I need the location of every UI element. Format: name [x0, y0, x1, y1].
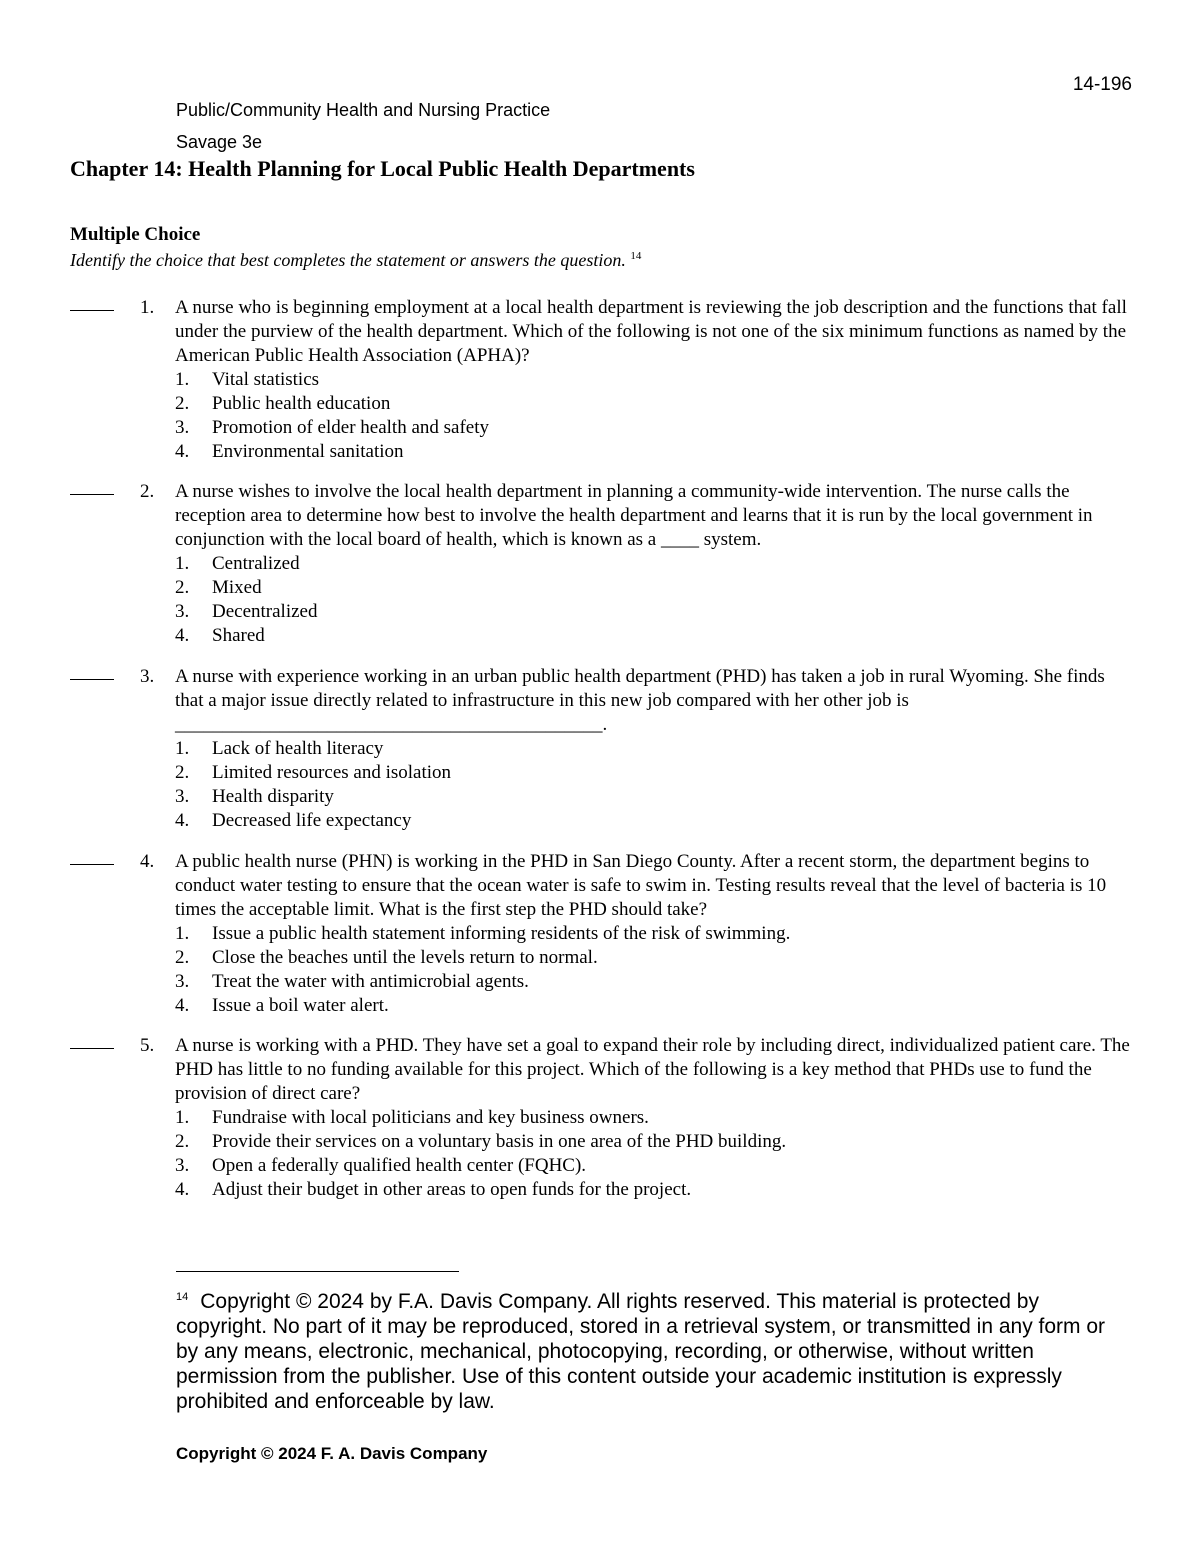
- option: [175, 737, 1132, 761]
- footnote-number: 14: [176, 1291, 189, 1303]
- option-text: Adjust their budget in other areas to open funds for the project.: [212, 1179, 692, 1200]
- option: [175, 368, 1132, 392]
- page-number: 14-196: [1072, 74, 1132, 95]
- question-number: 1.: [140, 297, 155, 318]
- option-list: [175, 1106, 1132, 1202]
- option-text: Limited resources and isolation: [212, 762, 452, 783]
- footnote: [176, 1285, 1131, 1414]
- answer-blank[interactable]: [70, 864, 114, 865]
- option-text: Public health education: [212, 393, 391, 414]
- question-number: 4.: [140, 851, 155, 872]
- course-title: Public/Community Health and Nursing Practice: [176, 100, 551, 120]
- answer-blank[interactable]: [70, 1048, 114, 1049]
- option-number: 4.: [175, 995, 190, 1016]
- option-text: Promotion of elder health and safety: [212, 417, 490, 438]
- option-text: Lack of health literacy: [212, 738, 384, 759]
- section-instructions: [70, 250, 641, 271]
- option: [175, 785, 1132, 809]
- option-number: 1.: [175, 553, 190, 574]
- question-1: [70, 296, 1132, 464]
- option-list: [175, 552, 1132, 648]
- option-number: 3.: [175, 786, 190, 807]
- edition-label: Savage 3e: [176, 132, 263, 152]
- option-number: 2.: [175, 762, 190, 783]
- option-text: Shared: [212, 625, 265, 646]
- option-number: 3.: [175, 1155, 190, 1176]
- option-text: Environmental sanitation: [212, 441, 404, 462]
- footnote-text: Copyright © 2024 by F.A. Davis Company. All rights reserved. This material is protected by copyright. No part of it may be reproduced, stored in a retrieval system, or transmitted in any form or by any means, electronic, mechanical, photocopying, recording, or otherwise, without written permission from the publisher. Use of this content outside your academic institution is expressly prohibited and enforceable by law.: [176, 1290, 1106, 1413]
- instructions-text: Identify the choice that best completes the statement or answers the question.: [70, 250, 626, 270]
- answer-blank[interactable]: [70, 310, 114, 311]
- option-number: 3.: [175, 971, 190, 992]
- option-number: 3.: [175, 417, 190, 438]
- option-text: Open a federally qualified health center (FQHC).: [212, 1155, 587, 1176]
- option: [175, 922, 1132, 946]
- page-footer: Copyright © 2024 F. A. Davis Company: [176, 1444, 488, 1463]
- option-text: Issue a boil water alert.: [212, 995, 389, 1016]
- option-number: 2.: [175, 947, 190, 968]
- option-number: 1.: [175, 738, 190, 759]
- option-text: Close the beaches until the levels return to normal.: [212, 947, 598, 968]
- option: [175, 600, 1132, 624]
- option-text: Fundraise with local politicians and key business owners.: [212, 1107, 649, 1128]
- option: [175, 416, 1132, 440]
- question-4: [70, 850, 1132, 1018]
- option-number: 3.: [175, 601, 190, 622]
- option: [175, 994, 1132, 1018]
- option-text: Issue a public health statement informing residents of the risk of swimming.: [212, 923, 791, 944]
- section-title: Multiple Choice: [70, 224, 201, 245]
- option: [175, 624, 1132, 648]
- option: [175, 1106, 1132, 1130]
- option-text: Mixed: [212, 577, 262, 598]
- option-text: Decreased life expectancy: [212, 810, 412, 831]
- option: [175, 1130, 1132, 1154]
- option: [175, 970, 1132, 994]
- question-3: [70, 665, 1132, 833]
- option-number: 4.: [175, 1179, 190, 1200]
- option-number: 4.: [175, 810, 190, 831]
- chapter-title: Chapter 14: Health Planning for Local Public Health Departments: [70, 156, 695, 181]
- option: [175, 576, 1132, 600]
- footnote-ref: 14: [630, 250, 642, 262]
- option-number: 2.: [175, 577, 190, 598]
- question-stem: A nurse with experience working in an urban public health department (PHD) has taken a job in rural Wyoming. She finds that a major issue directly related to infrastructure in this new job compared with her other job is _____________________________________________.: [175, 666, 1105, 735]
- option-list: [175, 368, 1132, 464]
- option: [175, 946, 1132, 970]
- question-stem: A nurse who is beginning employment at a local health department is reviewing the job description and the functions that fall under the purview of the health department. Which of the following is not one of the six minimum functions as named by the American Public Health Association (APHA)?: [175, 297, 1127, 366]
- question-number: 3.: [140, 666, 155, 687]
- answer-blank[interactable]: [70, 679, 114, 680]
- option-list: [175, 737, 1132, 833]
- option-text: Provide their services on a voluntary basis in one area of the PHD building.: [212, 1131, 787, 1152]
- option-text: Health disparity: [212, 786, 334, 807]
- option-number: 2.: [175, 1131, 190, 1152]
- option-number: 4.: [175, 625, 190, 646]
- question-stem: A nurse wishes to involve the local health department in planning a community-wide intervention. The nurse calls the reception area to determine how best to involve the health department and learns that it is run by the local government in conjunction with the local board of health, which is known as a ____ system.: [175, 481, 1093, 550]
- option-number: 2.: [175, 393, 190, 414]
- question-stem: A nurse is working with a PHD. They have set a goal to expand their role by including direct, individualized patient care. The PHD has little to no funding available for this project. Which of the following is a key method that PHDs use to fund the provision of direct care?: [175, 1035, 1130, 1104]
- question-stem: A public health nurse (PHN) is working in the PHD in San Diego County. After a recent storm, the department begins to conduct water testing to ensure that the ocean water is safe to swim in. Testing results reveal that the level of bacteria is 10 times the acceptable limit. What is the first step the PHD should take?: [175, 851, 1107, 920]
- option: [175, 1178, 1132, 1202]
- option-text: Centralized: [212, 553, 300, 574]
- option-list: [175, 922, 1132, 1018]
- option-number: 1.: [175, 1107, 190, 1128]
- option-text: Treat the water with antimicrobial agents.: [212, 971, 529, 992]
- option-text: Decentralized: [212, 601, 318, 622]
- option: [175, 761, 1132, 785]
- option-text: Vital statistics: [212, 369, 320, 390]
- question-number: 5.: [140, 1035, 155, 1056]
- option: [175, 809, 1132, 833]
- answer-blank[interactable]: [70, 494, 114, 495]
- footnote-divider: [176, 1271, 459, 1272]
- option: [175, 440, 1132, 464]
- option-number: 1.: [175, 369, 190, 390]
- option: [175, 392, 1132, 416]
- option-number: 4.: [175, 441, 190, 462]
- question-5: [70, 1034, 1132, 1202]
- option: [175, 552, 1132, 576]
- question-2: [70, 480, 1132, 648]
- question-number: 2.: [140, 481, 155, 502]
- option: [175, 1154, 1132, 1178]
- option-number: 1.: [175, 923, 190, 944]
